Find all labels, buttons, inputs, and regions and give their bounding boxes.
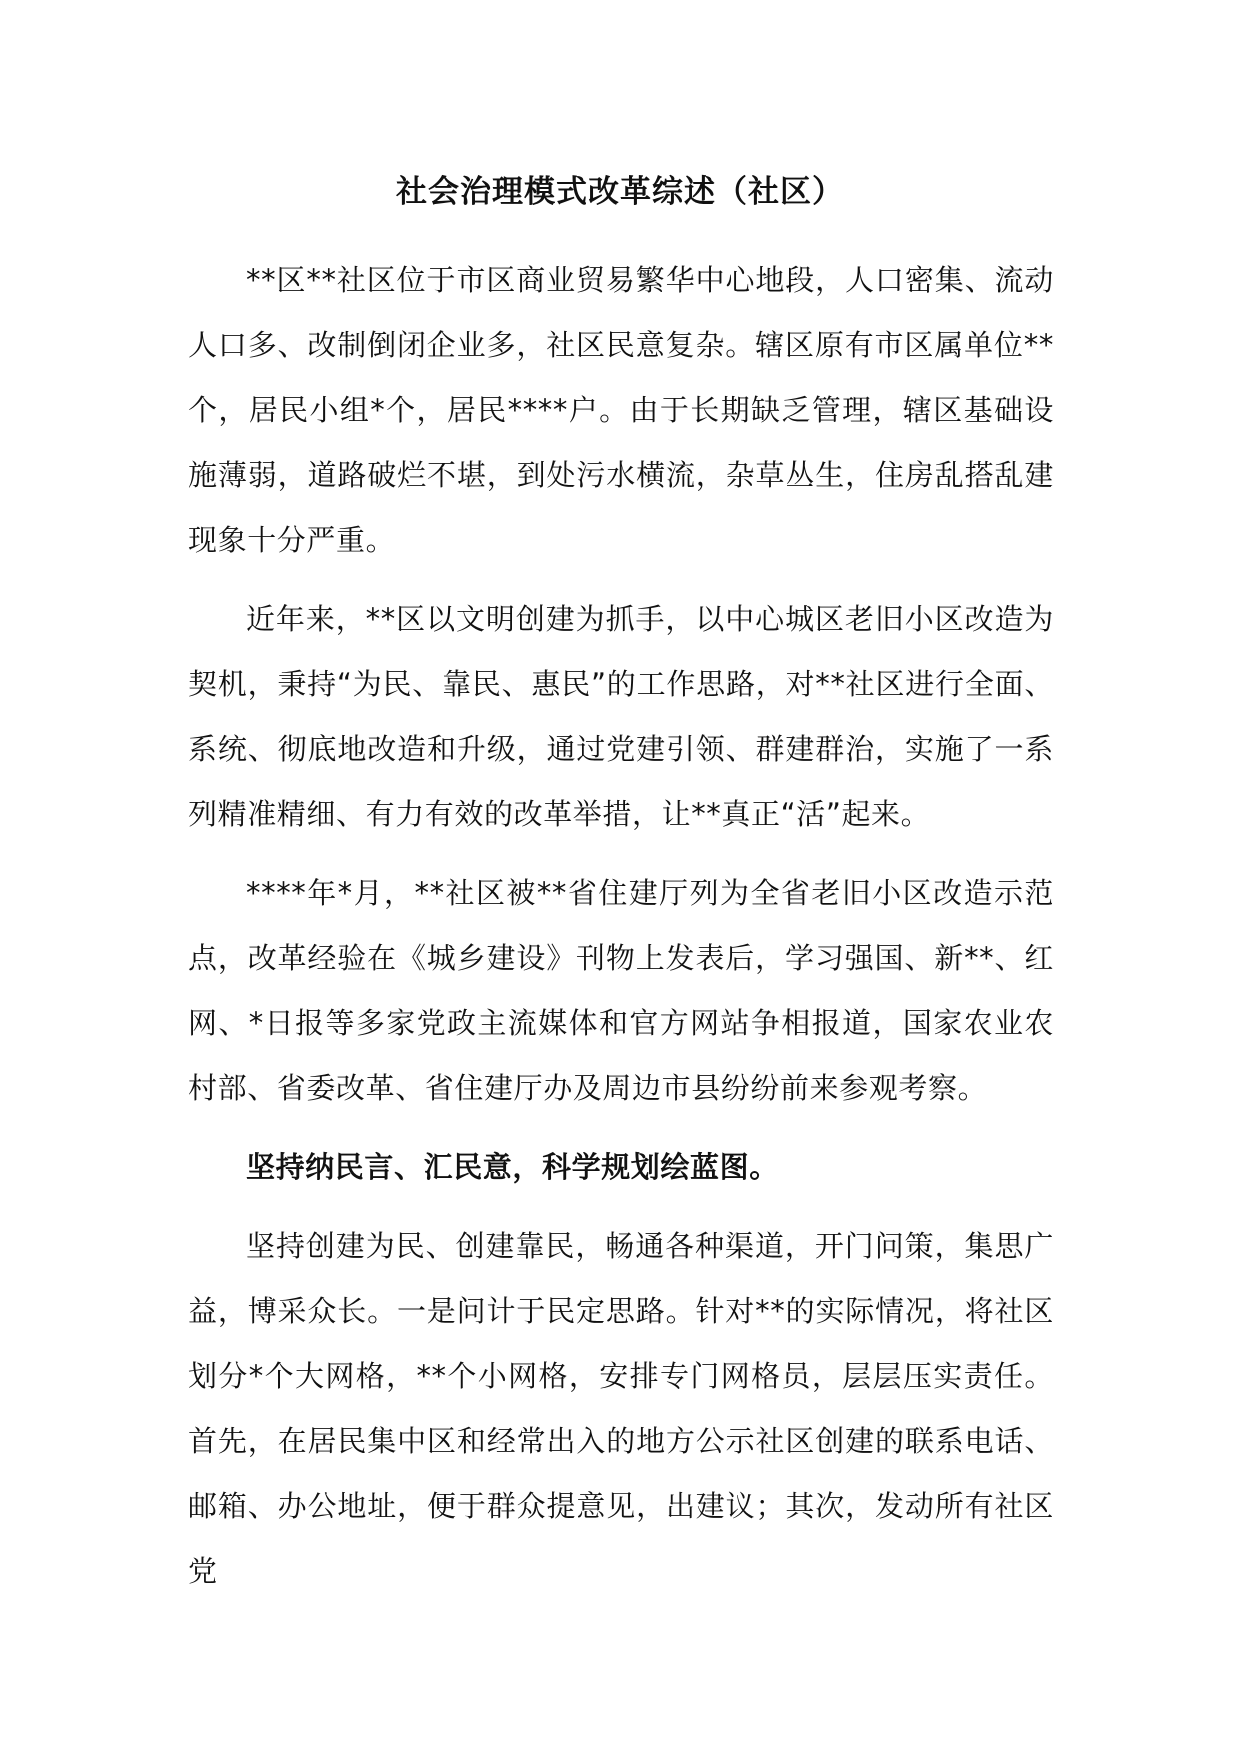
document-body xyxy=(188,248,1054,1618)
section-heading: 坚持纳民言、汇民意，科学规划绘蓝图。 xyxy=(246,1150,779,1184)
document-title: 社会治理模式改革综述（社区） xyxy=(396,174,844,210)
paragraph-intro: **区**社区位于市区商业贸易繁华中心地段，人口密集、流动人口多、改制倒闭企业多，社区民意复杂。辖区原有市区属单位**个，居民小组*个，居民****户。由于长期缺乏管理，辖区基础设施薄弱，道路破烂不堪，到处污水横流，杂草丛生，住房乱搭乱建现象十分严重。 xyxy=(188,263,1054,557)
paragraph-recent-years: 近年来，**区以文明创建为抓手，以中心城区老旧小区改造为契机，秉持“为民、靠民、惠民”的工作思路，对**社区进行全面、系统、彻底地改造和升级，通过党建引领、群建群治，实施了一系列精准精细、有力有效的改革举措，让**真正“活”起来。 xyxy=(188,602,1054,831)
paragraph-demonstration: ****年*月，**社区被**省住建厅列为全省老旧小区改造示范点，改革经验在《城乡建设》刊物上发表后，学习强国、新**、红网、*日报等多家党政主流媒体和官方网站争相报道，国家农业农村部、省委改革、省住建厅办及周边市县纷纷前来参观考察。 xyxy=(188,876,1054,1105)
paragraph-planning: 坚持创建为民、创建靠民，畅通各种渠道，开门问策，集思广益，博采众长。一是问计于民定思路。针对**的实际情况，将社区划分*个大网格，**个小网格，安排专门网格员，层层压实责任。首先，在居民集中区和经常出入的地方公示社区创建的联系电话、邮箱、办公地址，便于群众提意见，出建议；其次，发动所有社区党 xyxy=(188,1229,1054,1588)
